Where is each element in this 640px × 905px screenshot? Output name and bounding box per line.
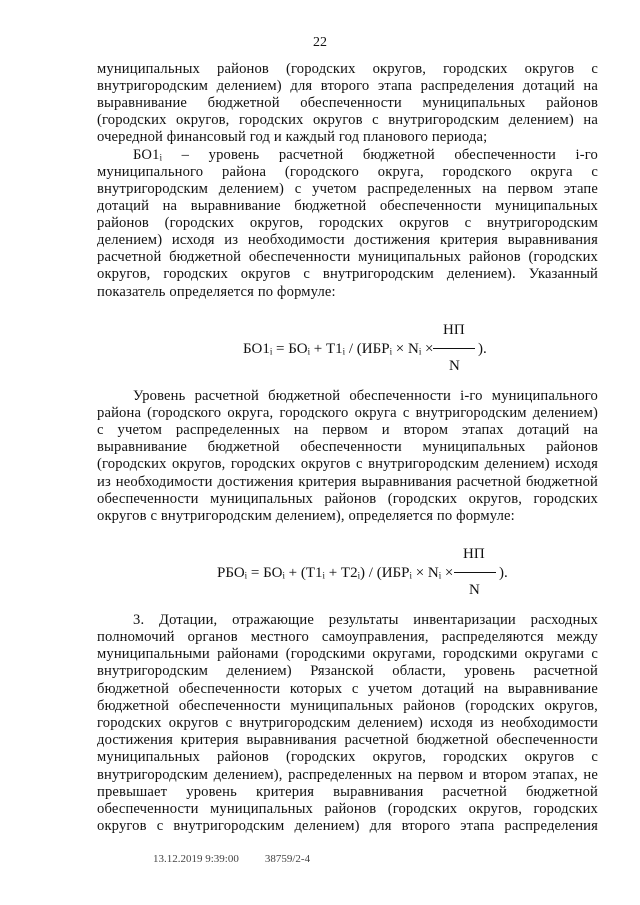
formula-2-close: ). xyxy=(499,565,508,581)
paragraph-3-line: района (городского округа, городского округа с внутригородским делением) xyxy=(97,405,598,421)
paragraph-4-line: превышает уровень критерия выравнивания расчетной бюджетной xyxy=(97,784,598,800)
paragraph-3-line: из необходимости достижения критерия выравнивания расчетной бюджетной xyxy=(97,474,598,490)
paragraph-1-line: внутригородским делением) для второго этапа распределения дотаций на xyxy=(97,78,598,94)
paragraph-2-line: внутригородским делением) с учетом распределенных на первом этапе xyxy=(97,181,598,197)
paragraph-2-line: районов (городских округов, городских округов с внутригородским xyxy=(97,215,598,231)
footer-timestamp: 13.12.2019 9:39:00 xyxy=(153,853,239,865)
paragraph-4-line: достижения критерия выравнивания расчетной бюджетной обеспеченности xyxy=(97,732,598,748)
paragraph-4-line: муниципальными районами (городскими округами, городскими округами с xyxy=(97,646,598,662)
paragraph-4-line: внутригородским делением) Рязанской области, уровень расчетной xyxy=(97,663,598,679)
formula-2-main: РБОᵢ = БОᵢ + (Т1ᵢ + Т2ᵢ) / (ИБРᵢ × Nᵢ × xyxy=(217,565,454,581)
footer-doc-id: 38759/2-4 xyxy=(264,853,311,865)
formula-2-fraction-bar xyxy=(454,572,496,573)
paragraph-4-line: муниципальных районов (городских округов, городских округов с xyxy=(97,749,598,765)
paragraph-2-line: БО1ᵢ – уровень расчетной бюджетной обеспеченности i-го xyxy=(133,147,598,163)
paragraph-2-line: расчетной бюджетной обеспеченности муниципальных районов (городских xyxy=(97,249,598,265)
paragraph-3-line: (городских округов, городских округов с внутригородским делением) исходя xyxy=(97,456,598,472)
paragraph-2-line: муниципального района (городского округа, городского округа с xyxy=(97,164,598,180)
paragraph-2-line: округов, городских округов с внутригородским делением). Указанный xyxy=(97,266,598,282)
formula-2-denominator: N xyxy=(469,582,480,598)
paragraph-2-line: дотаций на выравнивание бюджетной обеспеченности муниципальных xyxy=(97,198,598,214)
paragraph-2-line: показатель определяется по формуле: xyxy=(97,284,336,300)
formula-1-main: БО1ᵢ = БОᵢ + Т1ᵢ / (ИБРᵢ × Nᵢ × xyxy=(243,341,434,357)
formula-1-fraction-bar xyxy=(433,348,475,349)
document-footer xyxy=(153,853,310,865)
formula-1-denominator: N xyxy=(449,358,460,374)
paragraph-1-line: муниципальных районов (городских округов, городских округов с xyxy=(97,61,598,77)
paragraph-4-line: 3. Дотации, отражающие результаты инвентаризации расходных xyxy=(133,612,598,628)
formula-1-close: ). xyxy=(478,341,487,357)
formula-2-numerator: НП xyxy=(463,546,485,562)
paragraph-4-line: внутригородским делением), распределенных на первом и втором этапах, не xyxy=(97,767,598,783)
paragraph-4-line: полномочий органов местного самоуправления, распределяются между xyxy=(97,629,598,645)
paragraph-3-line: с учетом распределенных на первом и втором этапах дотаций на xyxy=(97,422,598,438)
formula-1-numerator: НП xyxy=(443,322,465,338)
paragraph-2-line: делением) исходя из необходимости достижения критерия выравнивания xyxy=(97,232,598,248)
paragraph-4-line: округов с внутригородским делением) для второго этапа распределения xyxy=(97,818,598,834)
paragraph-3-line: Уровень расчетной бюджетной обеспеченности i-го муниципального xyxy=(133,388,598,404)
paragraph-1-line: (городских округов, городских округов с внутригородским делением) на xyxy=(97,112,598,128)
paragraph-3-line: выравнивание бюджетной обеспеченности муниципальных районов xyxy=(97,439,598,455)
paragraph-4-line: бюджетной обеспеченности муниципальных районов (городских округов, xyxy=(97,698,598,714)
paragraph-4-line: бюджетной обеспеченности которых с учетом дотаций на выравнивание xyxy=(97,681,598,697)
paragraph-1-line: очередной финансовый год и каждый год планового периода; xyxy=(97,129,488,145)
paragraph-3-line: округов с внутригородским делением), определяется по формуле: xyxy=(97,508,515,524)
paragraph-4-line: обеспеченности муниципальных районов (городских округов, городских xyxy=(97,801,598,817)
paragraph-3-line: обеспеченности муниципальных районов (городских округов, городских xyxy=(97,491,598,507)
paragraph-1-line: выравнивание бюджетной обеспеченности муниципальных районов xyxy=(97,95,598,111)
paragraph-4-line: городских округов с внутригородским делением) исходя из необходимости xyxy=(97,715,598,731)
page-number: 22 xyxy=(313,35,327,50)
